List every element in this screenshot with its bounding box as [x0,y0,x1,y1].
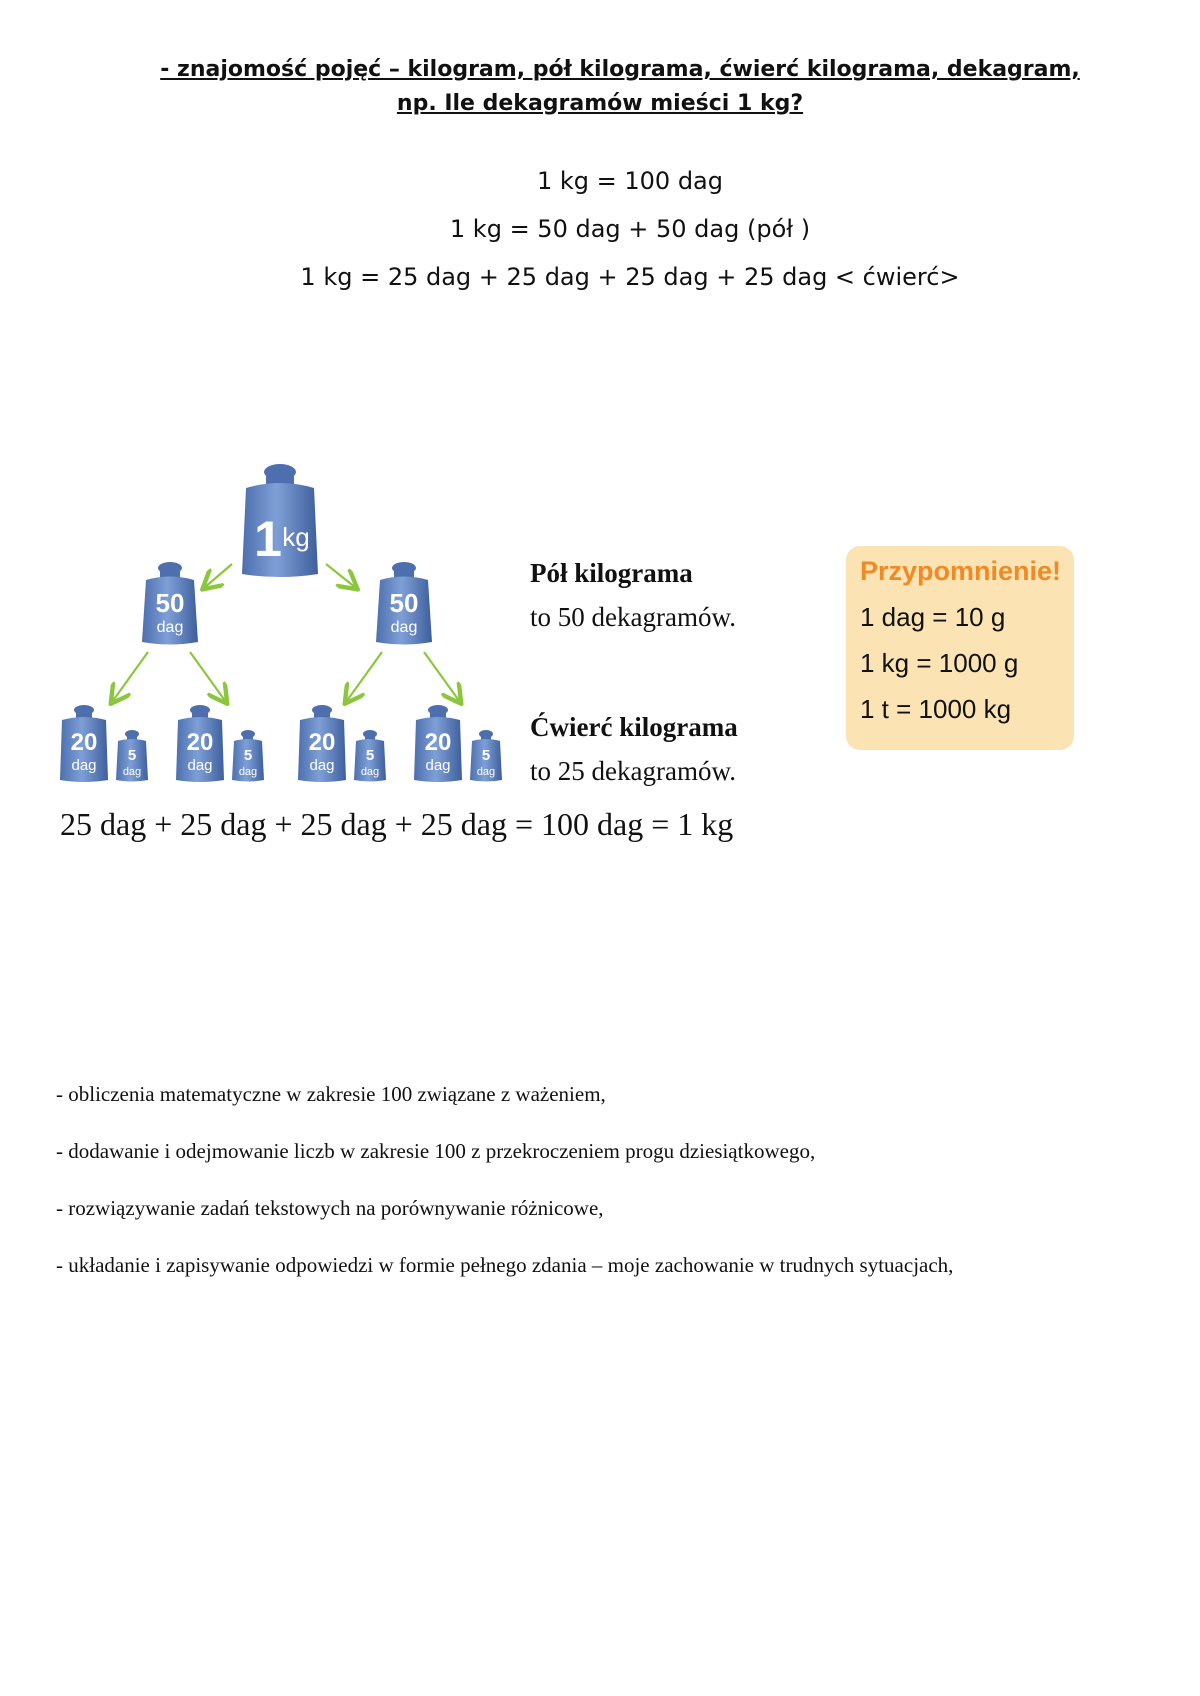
weight-5dag-number: 5 [365,747,375,764]
weight-20dag-number: 20 [424,729,452,756]
reminder-line-1: 1 dag = 10 g [860,602,1006,632]
weight-50dag-number: 50 [155,588,185,618]
weight-20dag-number: 20 [186,729,214,756]
equation-3: 1 kg = 25 dag + 25 dag + 25 dag + 25 dag < ćwierć> [300,263,960,291]
quarter-group-3 [298,705,386,782]
weight-5dag-unit: dag [122,766,142,778]
equation-2: 1 kg = 50 dag + 50 dag (pół ) [449,215,811,243]
weight-50dag-number: 50 [389,588,419,618]
reminder-box [846,546,1074,750]
weight-5dag-number: 5 [481,747,491,764]
weight-20dag-unit: dag [71,757,97,774]
quarter-kilogram-text: to 25 dekagramów. [530,756,736,786]
bullet-item-3: - rozwiązywanie zadań tekstowych na porównywanie różnicowe, [56,1196,604,1220]
arrow [424,652,460,702]
weight-1kg [242,464,318,577]
weight-5dag-unit: dag [238,766,258,778]
reminder-line-3: 1 t = 1000 kg [860,694,1012,724]
heading-line-1: - znajomość pojęć – kilogram, pół kilograma, ćwierć kilograma, dekagram, [160,57,1080,82]
weight-20dag-number: 20 [70,729,98,756]
arrow [190,652,226,702]
weight-50dag-left [142,562,198,645]
bullet-item-1: - obliczenia matematyczne w zakresie 100 związane z ważeniem, [56,1082,606,1106]
weight-20dag-unit: dag [187,757,213,774]
weight-20dag-unit: dag [309,757,335,774]
bullet-item-2: - dodawanie i odejmowanie liczb w zakresie 100 z przekroczeniem progu dziesiątkowego, [56,1139,816,1163]
weight-50dag-unit: dag [156,619,184,636]
weight-1kg-number: 1 [254,511,282,567]
weight-20dag-unit: dag [425,757,451,774]
heading-line-2: np. Ile dekagramów mieści 1 kg? [396,91,804,116]
weight-5dag-unit: dag [360,766,380,778]
quarter-group-4 [414,705,502,782]
arrow [346,652,382,702]
weight-50dag-right [376,562,432,645]
arrow [204,564,232,588]
weight-5dag-unit: dag [476,766,496,778]
half-kilogram-title: Pół kilograma [530,558,693,588]
weight-20dag-number: 20 [308,729,336,756]
arrow [112,652,148,702]
weight-5dag-number: 5 [127,747,137,764]
arrow [326,564,356,588]
weight-1kg-unit: kg [282,522,310,552]
reminder-title: Przypomnienie! [860,556,1062,586]
quarter-group-2 [176,705,264,782]
reminder-line-2: 1 kg = 1000 g [860,648,1019,678]
half-kilogram-text: to 50 dekagramów. [530,602,736,632]
equation-1: 1 kg = 100 dag [536,167,723,195]
bullet-item-4: - układanie i zapisywanie odpowiedzi w formie pełnego zdania – moje zachowanie w trudnych sytuacjach, [56,1253,954,1277]
sum-equation: 25 dag + 25 dag + 25 dag + 25 dag = 100 dag = 1 kg [60,806,734,842]
weight-5dag-number: 5 [243,747,253,764]
weight-50dag-unit: dag [390,619,418,636]
quarter-kilogram-title: Ćwierć kilograma [530,712,738,742]
quarter-group-1 [60,705,148,782]
